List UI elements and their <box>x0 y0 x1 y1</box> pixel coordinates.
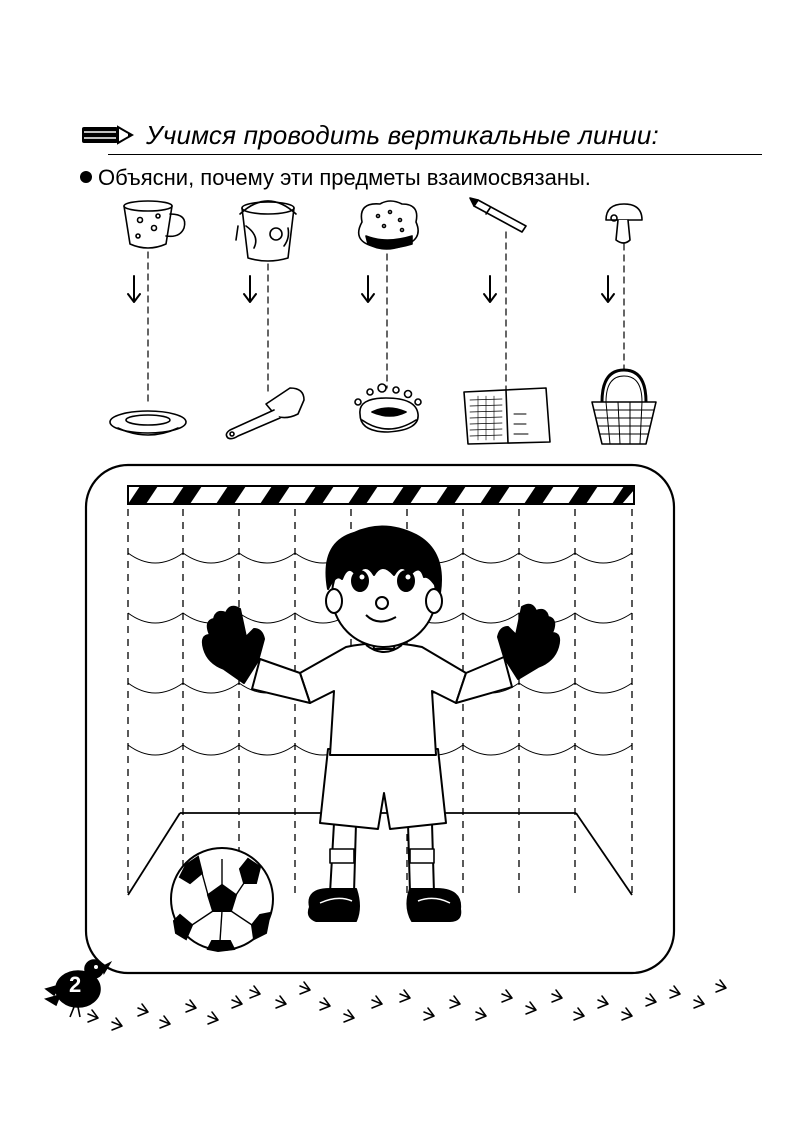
mushroom-icon <box>606 204 642 243</box>
pair-bucket-scoop <box>226 201 304 439</box>
title-underline <box>108 154 762 155</box>
goal-crossbar <box>128 486 634 504</box>
bird-footprints-icon <box>88 980 726 1030</box>
pair-mushroom-basket <box>592 204 656 444</box>
sponge-icon <box>359 201 418 249</box>
saucer-icon <box>110 411 186 435</box>
pen-icon <box>470 198 526 232</box>
page-number: 2 <box>69 972 82 997</box>
section-heading <box>80 118 690 158</box>
tracing-pairs <box>90 192 690 452</box>
page-title: Учимся проводить вертикальные линии: <box>146 120 659 150</box>
soap-icon <box>355 384 421 432</box>
pencil-icon <box>80 124 136 146</box>
instruction-text: Объясни, почему эти предметы взаимосвязаны. <box>98 165 591 190</box>
instruction <box>80 165 591 191</box>
basket-icon <box>592 370 656 444</box>
pair-cup-saucer <box>110 201 186 435</box>
footprints-trail <box>0 960 794 1040</box>
soccer-ball-icon <box>171 848 273 951</box>
bucket-icon <box>236 201 296 261</box>
pair-sponge-soap <box>355 201 421 432</box>
goalkeeper-scene <box>84 463 676 978</box>
pair-pen-notebook <box>464 198 550 444</box>
notebook-icon <box>464 388 550 444</box>
scoop-icon <box>226 388 304 439</box>
bullet-icon <box>80 171 92 183</box>
cup-icon <box>124 201 185 248</box>
